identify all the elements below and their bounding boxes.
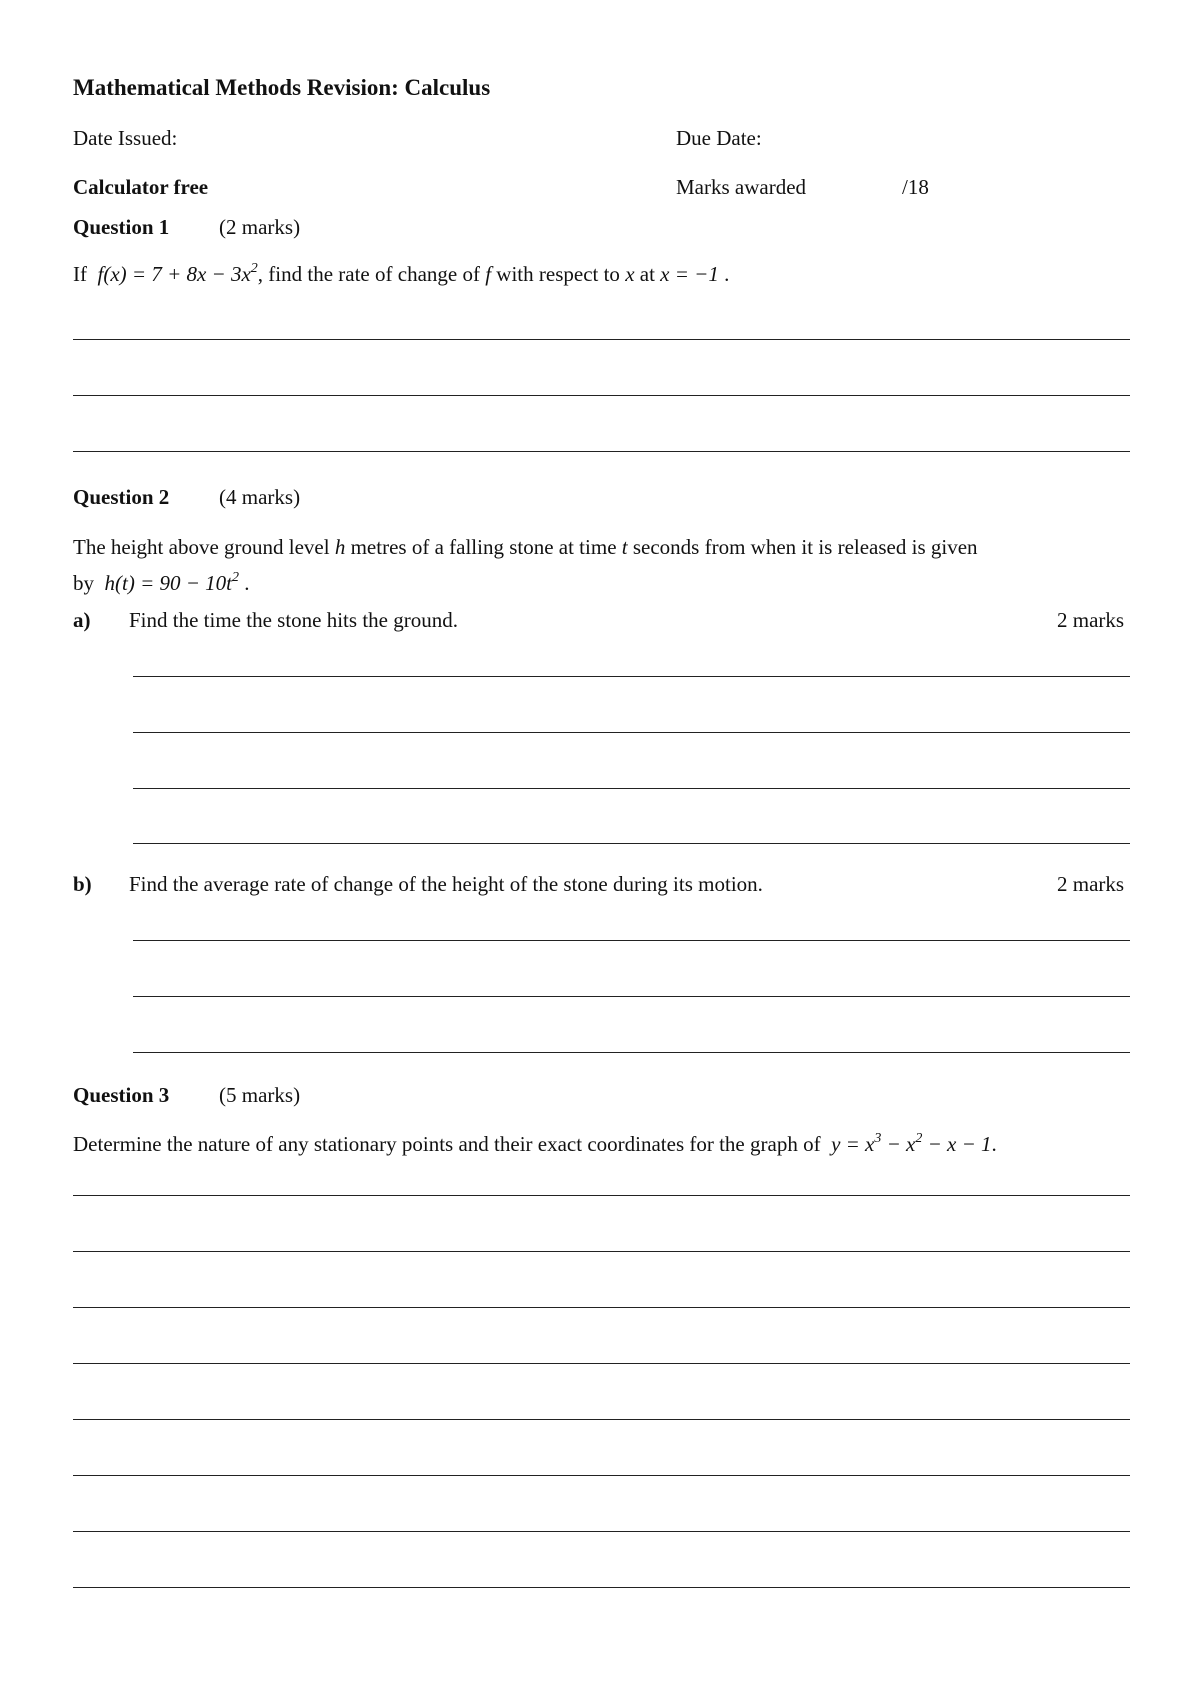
answer-line bbox=[133, 732, 1130, 733]
q1-text-prefix: If bbox=[73, 262, 87, 286]
answer-line bbox=[73, 1307, 1130, 1308]
answer-line bbox=[73, 1475, 1130, 1476]
answer-line bbox=[73, 1251, 1130, 1252]
question-3-text: Determine the nature of any stationary points and their exact coordinates for the graph of $y = x^3 - x^2 - x - 1$. bbox=[73, 1131, 997, 1156]
question-1-text: If $f(x) = 7 + 8x - 3x^2$, find the rate of change of f with respect to x at x = −1 . bbox=[73, 261, 730, 286]
question-2-intro-line-1: The height above ground level h metres of a falling stone at time t seconds from when it is released is given bbox=[73, 535, 978, 559]
answer-line bbox=[133, 676, 1130, 677]
part-b-text: Find the average rate of change of the height of the stone during its motion. bbox=[129, 872, 763, 896]
due-date-label: Due Date: bbox=[676, 126, 762, 150]
date-issued-label: Date Issued: bbox=[73, 126, 178, 150]
q1-function-def: $f(x) = 7 + 8x - 3x^2$ bbox=[97, 261, 258, 286]
calculator-free-label: Calculator free bbox=[73, 175, 209, 199]
question-3-marks: (5 marks) bbox=[219, 1083, 301, 1107]
answer-line bbox=[133, 1052, 1130, 1053]
answer-line bbox=[133, 843, 1130, 844]
part-b-marks: 2 marks bbox=[1057, 872, 1125, 896]
answer-line bbox=[133, 996, 1130, 997]
marks-awarded-label: Marks awarded bbox=[676, 175, 807, 199]
answer-line bbox=[73, 1419, 1130, 1420]
page-title: Mathematical Methods Revision: Calculus bbox=[73, 75, 491, 100]
question-1-marks: (2 marks) bbox=[219, 215, 301, 239]
answer-line bbox=[73, 1531, 1130, 1532]
part-b-label: b) bbox=[73, 872, 92, 896]
answer-line bbox=[73, 339, 1130, 340]
answer-line bbox=[73, 1587, 1130, 1588]
answer-line bbox=[133, 940, 1130, 941]
part-a-text: Find the time the stone hits the ground. bbox=[129, 608, 458, 632]
answer-line bbox=[73, 1195, 1130, 1196]
question-1-label: Question 1 bbox=[73, 215, 170, 239]
question-3-label: Question 3 bbox=[73, 1083, 170, 1107]
q1-condition: x = −1 bbox=[660, 262, 719, 286]
question-2-marks: (4 marks) bbox=[219, 485, 301, 509]
answer-line bbox=[73, 1363, 1130, 1364]
question-2-intro-line-2: by $h(t) = 90 - 10t^2$ . bbox=[73, 570, 250, 595]
answer-line bbox=[73, 395, 1130, 396]
marks-total: /18 bbox=[902, 175, 929, 199]
q3-formula: $y = x^3 - x^2 - x - 1$ bbox=[831, 1131, 992, 1156]
question-2-label: Question 2 bbox=[73, 485, 170, 509]
part-a-label: a) bbox=[73, 608, 91, 632]
answer-line bbox=[73, 451, 1130, 452]
answer-line bbox=[133, 788, 1130, 789]
q2-formula: $h(t) = 90 - 10t^2$ bbox=[104, 570, 239, 595]
part-a-marks: 2 marks bbox=[1057, 608, 1125, 632]
q1-text-middle: , find the rate of change of bbox=[257, 262, 480, 286]
